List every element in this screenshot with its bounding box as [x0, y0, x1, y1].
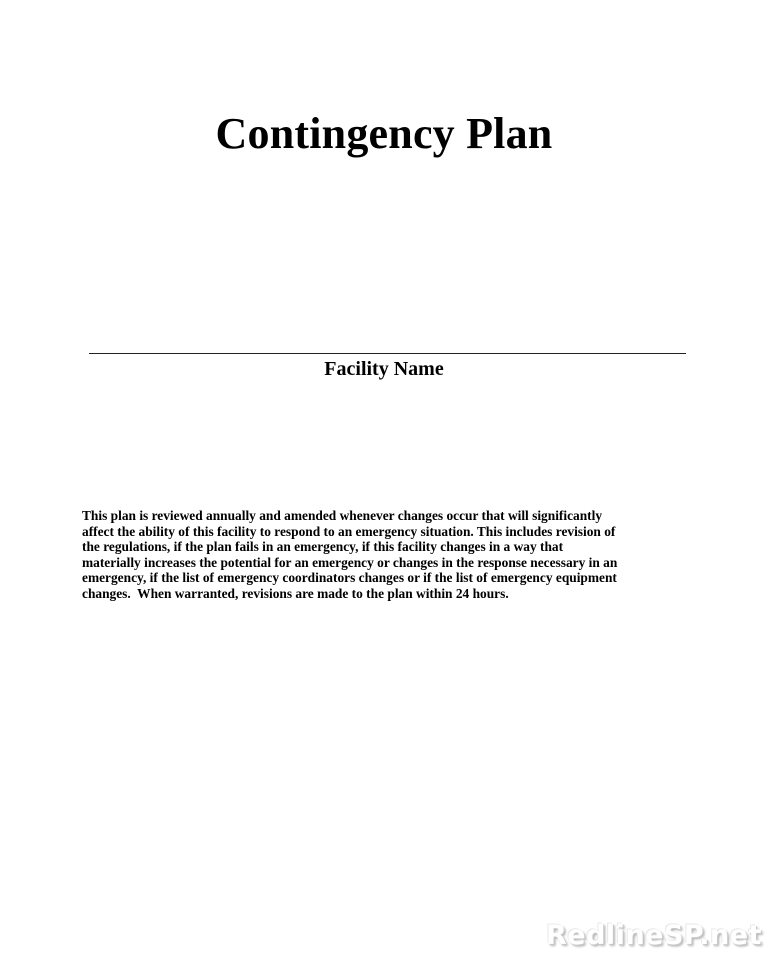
- paragraph-line: This plan is reviewed annually and amended whenever changes occur that will significantly: [82, 508, 603, 523]
- document-title: Contingency Plan: [215, 109, 553, 158]
- paragraph-line: affect the ability of this facility to respond to an emergency situation. This includes revision of: [82, 523, 616, 539]
- facility-name-underline: [89, 353, 686, 354]
- paragraph-line: emergency, if the list of emergency coordinators changes or if the list of emergency equipment: [82, 570, 617, 586]
- watermark-text: RedlineSP.net: [546, 920, 762, 951]
- paragraph-line: materially increases the potential for an emergency or changes in the response necessary in an: [82, 554, 618, 570]
- review-policy-paragraph: [82, 508, 692, 602]
- facility-name-label: Facility Name: [324, 358, 444, 380]
- paragraph-line: the regulations, if the plan fails in an emergency, if this facility changes in a way that: [82, 539, 564, 555]
- paragraph-line: changes. When warranted, revisions are made to the plan within 24 hours.: [82, 585, 509, 601]
